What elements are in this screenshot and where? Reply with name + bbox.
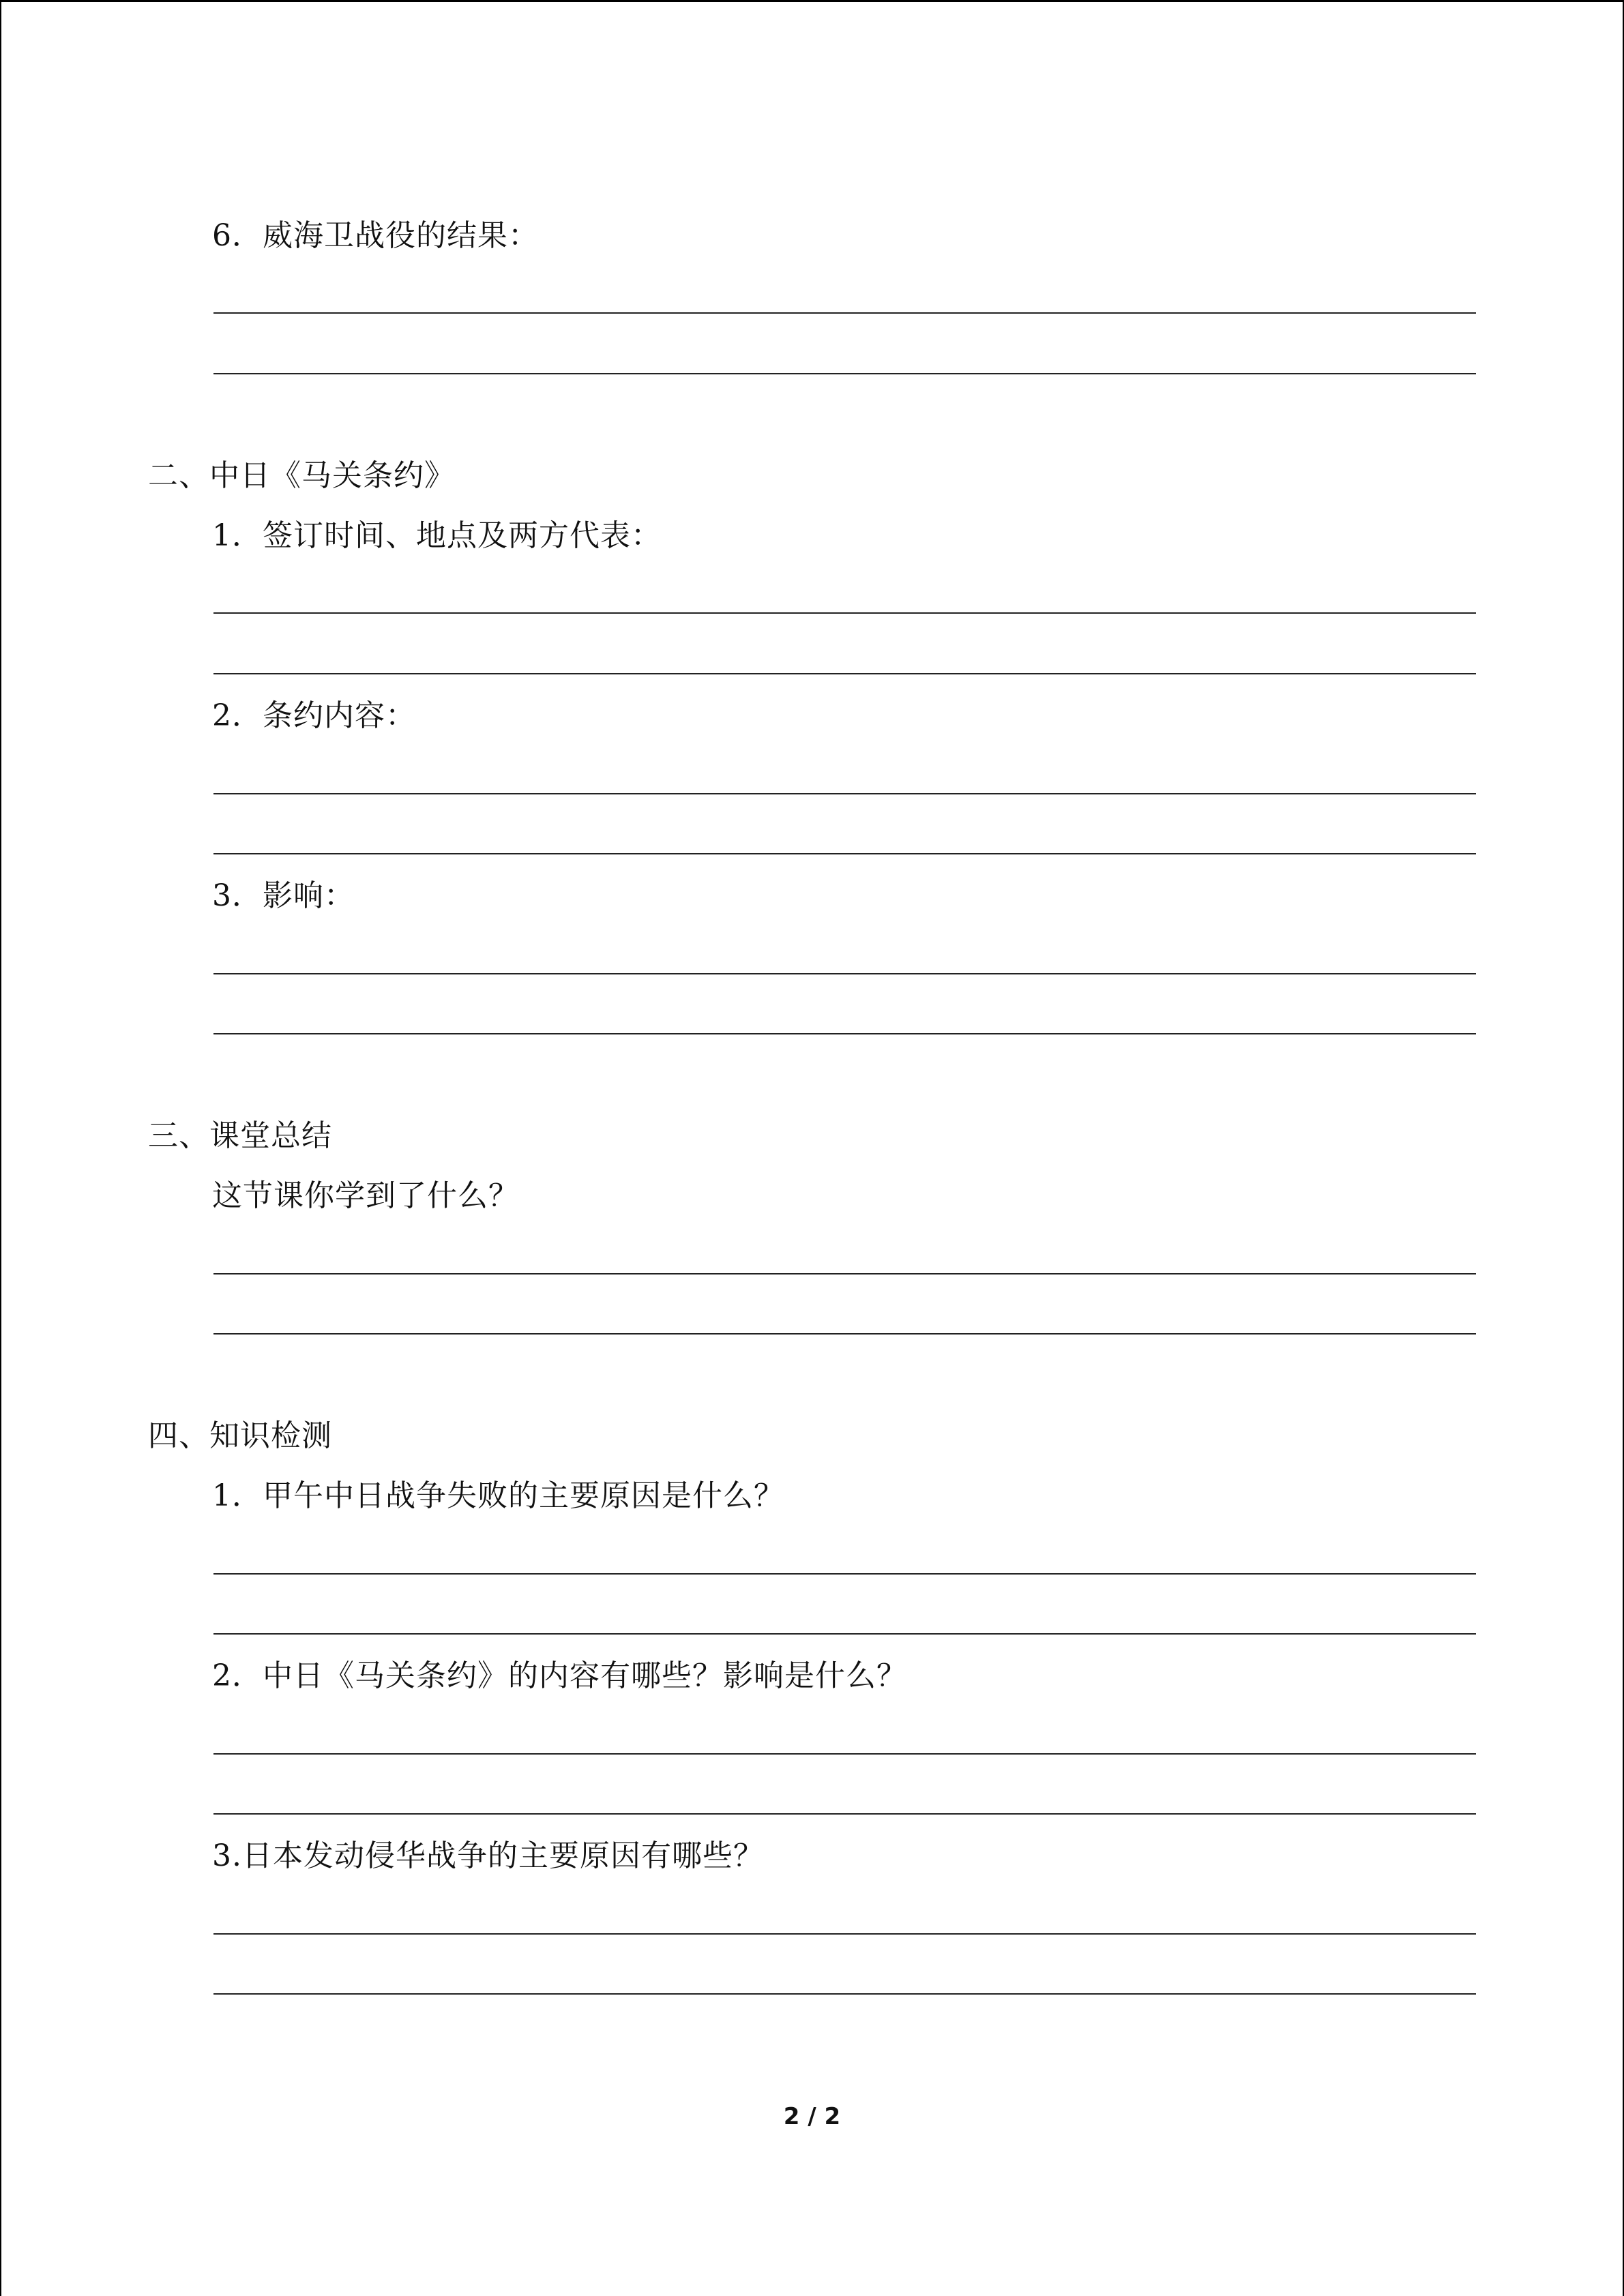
answer-line[interactable] [213,1633,1476,1635]
answer-line[interactable] [213,793,1476,794]
summary-prompt: 这节课你学到了什么？ [212,1178,519,1213]
answer-line[interactable] [213,1033,1476,1034]
answer-line[interactable] [213,1813,1476,1815]
answer-line[interactable] [213,612,1476,614]
answer-line[interactable] [213,1993,1476,1995]
question-signing-details: 1．签订时间、地点及两方代表： [212,518,662,553]
section-heading-quiz: 四、知识检测 [148,1418,332,1453]
page-number: 2 / 2 [783,2103,841,2130]
question-weihaiwei-result: 6．威海卫战役的结果： [212,218,539,253]
answer-line[interactable] [213,373,1476,374]
answer-line[interactable] [213,312,1476,314]
answer-line[interactable] [213,1573,1476,1575]
answer-line[interactable] [213,1753,1476,1755]
question-treaty-impact: 3．影响： [212,878,355,913]
quiz-question-3: 3.日本发动侵华战争的主要原因有哪些？ [212,1838,764,1873]
answer-line[interactable] [213,1933,1476,1935]
quiz-question-1: 1．甲午中日战争失败的主要原因是什么？ [212,1478,784,1513]
answer-line[interactable] [213,973,1476,974]
answer-line[interactable] [213,1333,1476,1335]
question-treaty-content: 2．条约内容： [212,698,416,733]
answer-line[interactable] [213,1273,1476,1274]
section-heading-treaty: 二、中日《马关条约》 [148,458,455,493]
quiz-question-2: 2．中日《马关条约》的内容有哪些？影响是什么？ [212,1658,907,1693]
answer-line[interactable] [213,673,1476,674]
answer-line[interactable] [213,853,1476,854]
section-heading-summary: 三、课堂总结 [148,1118,332,1153]
